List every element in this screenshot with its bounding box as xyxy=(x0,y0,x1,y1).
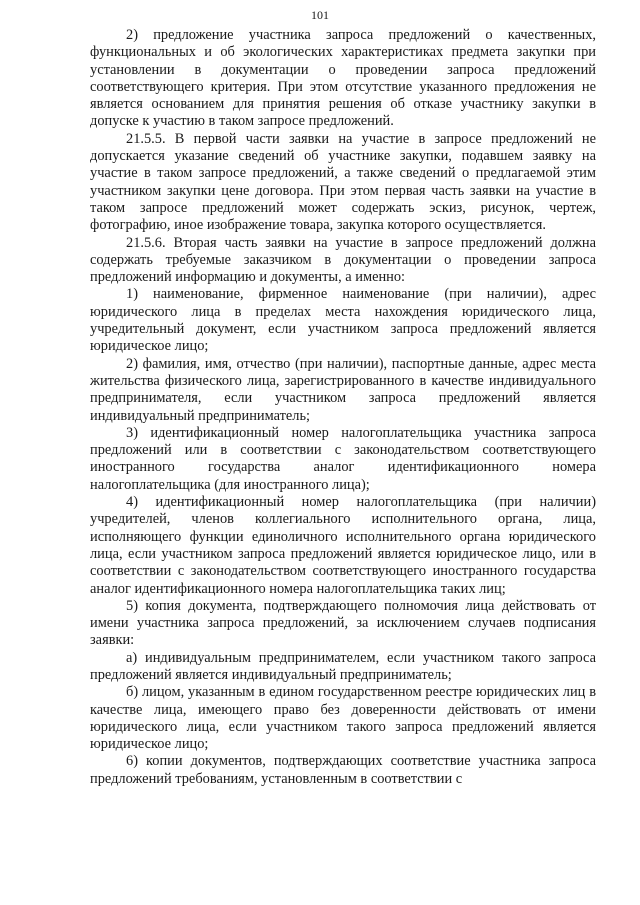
sub-item-b: б) лицом, указанным в едином государственном реестре юридических лиц в качестве лица, имеющего право без доверенности действовать от имени юридического лица, если участником такого запроса предложений является юридическое лицо; xyxy=(90,684,596,753)
paragraph-item-2-proposal: 2) предложение участника запроса предложений о качественных, функциональных и об экологических характеристиках предмета закупки при установлении в документации о проведении запроса предложений соответствующего критерия. При этом отсутствие указанного предложения не является основанием для принятия решения об отказе участнику закупки в допуске к участию в таком запросе предложений. xyxy=(90,27,596,130)
sub-item-a: а) индивидуальным предпринимателем, если участником такого запроса предложений является индивидуальный предприниматель; xyxy=(90,649,596,683)
paragraph-21-5-5: 21.5.5. В первой части заявки на участие в запросе предложений не допускается указание сведений об участнике закупки, подавшем заявку на участие в таком запросе предложений, а также сведений о предлагаемой этим участником закупки цене договора. При этом первая часть заявки на участие в таком запросе предложений может содержать эскиз, рисунок, чертеж, фотографию, иное изображение товара, закупка которого осуществляется. xyxy=(90,130,596,234)
page-number: 101 xyxy=(311,8,329,22)
list-item-6: 6) копии документов, подтверждающих соответствие участника запроса предложений требованиям, установленным в соответствии с xyxy=(90,753,596,787)
list-item-3: 3) идентификационный номер налогоплательщика участника запроса предложений или в соответствии с законодательством соответствующего иностранного государства аналог идентификационного номера налогоплательщика (для иностранного лица); xyxy=(90,424,596,493)
list-item-5: 5) копия документа, подтверждающего полномочия лица действовать от имени участника запроса предложений, за исключением случаев подписания заявки: xyxy=(90,597,596,649)
paragraph-21-5-6: 21.5.6. Вторая часть заявки на участие в запросе предложений должна содержать требуемые заказчиком в документации о проведении запроса предложений информацию и документы, а именно: xyxy=(90,234,596,286)
document-body xyxy=(90,27,596,788)
list-item-2: 2) фамилия, имя, отчество (при наличии), паспортные данные, адрес места жительства физического лица, зарегистрированного в качестве индивидуального предпринимателя, если участником запроса предложений является индивидуальный предприниматель; xyxy=(90,355,596,424)
list-item-1: 1) наименование, фирменное наименование (при наличии), адрес юридического лица в пределах места нахождения юридического лица, учредительный документ, если участником запроса предложений является юридическое лицо; xyxy=(90,286,596,355)
list-item-4: 4) идентификационный номер налогоплательщика (при наличии) учредителей, членов коллегиального исполнительного органа, лица, исполняющего функции единоличного исполнительного органа юридического лица, если участником запроса предложений является юридическое лицо, или в соответствии с законодательством соответствующего иностранного государства аналог идентификационного номера налогоплательщика таких лиц; xyxy=(90,494,596,597)
